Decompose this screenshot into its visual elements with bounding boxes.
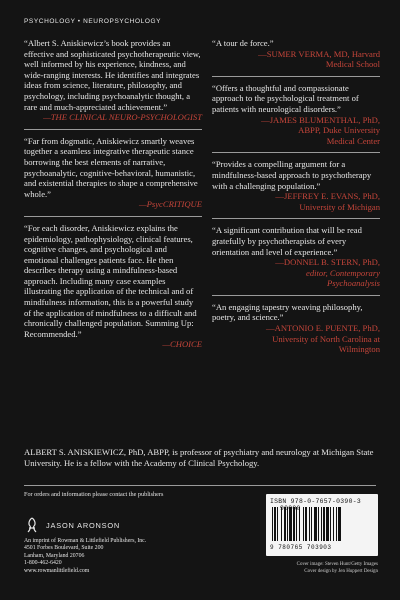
divider bbox=[24, 129, 202, 130]
blurb-text: “An engaging tapestry weaving philosophy, poetry, and science.” bbox=[212, 301, 363, 323]
blurb-neuropsychologist bbox=[24, 38, 202, 123]
divider bbox=[24, 485, 376, 486]
attribution-line: University of Michigan bbox=[299, 201, 380, 212]
attribution-line: Psychoanalysis bbox=[327, 278, 380, 289]
blurb-psyccritique bbox=[24, 136, 202, 210]
blurb-attribution: —THE CLINICAL NEURO-PSYCHOLOGIST bbox=[43, 112, 202, 123]
attribution-line: —DONNEL B. STERN, PhD, bbox=[275, 257, 380, 268]
blurb-text: “A tour de force.” bbox=[212, 38, 274, 48]
isbn-number: ISBN 978-0-7657-0390-3 bbox=[270, 498, 361, 505]
divider bbox=[212, 76, 380, 77]
attribution-line: editor, Contemporary bbox=[306, 267, 380, 278]
blurb-text: “For each disorder, Aniskiewicz explains the epidemiology, pathophysiology, clinical features, cognitive changes, and psychological and emotional challenges patients face. He then describes therapy using a mindfulness-based approach. Including many case examples illustrating the application of the technical and of mindfulness information, this is a powerful study of the application of mindfulness to a difficult and chronically challenged population. Summing Up: Recommended.” bbox=[24, 222, 197, 339]
blurb-text: “Albert S. Aniskiewicz’s book provides an effective and sophisticated psychotherapeutic view, well informed by his experience, kindness, and wide-ranging interests. He identifies and integrates ideas from science, literature, philosophy, and psychology, including psychoanalytic thought, a rare and much-appreciated achievement.” bbox=[24, 38, 201, 112]
attribution-line: —ANTONIO E. PUENTE, PhD, bbox=[266, 323, 380, 334]
blurb-text: “Provides a compelling argument for a mindfulness-based approach to psychotherapy with a challenging population.” bbox=[212, 159, 372, 191]
attribution-line: University of North Carolina at bbox=[272, 333, 380, 344]
barcode-digits: 9 780765 703903 bbox=[270, 544, 332, 551]
blurb-attribution bbox=[212, 49, 380, 70]
blurb-attribution: —PsycCRITIQUE bbox=[138, 199, 202, 210]
right-blurbs-column bbox=[212, 38, 380, 361]
author-bio: ALBERT S. ANISKIEWICZ, PhD, ABPP, is professor of psychiatry and neurology at Michigan State University. He is a fellow with the Academy of Clinical Psychology. bbox=[24, 447, 374, 468]
publisher-address bbox=[24, 538, 194, 575]
publisher-logo-icon bbox=[24, 517, 40, 533]
blurb-attribution bbox=[212, 115, 380, 147]
blurb-blumenthal bbox=[212, 83, 380, 147]
barcode-icon bbox=[270, 507, 374, 543]
address-line: Lanham, Maryland 20706 bbox=[24, 552, 85, 559]
credit-line: Cover design by Jen Huppert Design bbox=[304, 568, 378, 574]
blurb-text: “A significant contribution that will be read gratefully by psychotherapists of every orientation and level of experience.” bbox=[212, 225, 362, 257]
blurb-attribution bbox=[212, 191, 380, 212]
publisher-row bbox=[24, 517, 120, 533]
blurb-evans bbox=[212, 159, 380, 212]
isbn-barcode bbox=[266, 494, 378, 556]
category-label: PSYCHOLOGY • NEUROPSYCHOLOGY bbox=[24, 18, 162, 25]
divider bbox=[212, 218, 380, 219]
cover-credits bbox=[208, 562, 378, 575]
attribution-line: Wilmington bbox=[338, 344, 380, 355]
attribution-line: ABPP, Duke University bbox=[298, 125, 380, 136]
attribution-line: Medical School bbox=[325, 59, 380, 70]
address-line: An imprint of Rowman & Littlefield Publishers, Inc. bbox=[24, 538, 147, 544]
divider bbox=[212, 295, 380, 296]
attribution-line: —JEFFREY E. EVANS, PhD, bbox=[275, 191, 380, 202]
blurb-attribution bbox=[212, 323, 380, 355]
blurb-choice bbox=[24, 223, 202, 350]
address-line: 1-800-462-6420 bbox=[24, 560, 62, 567]
credit-line: Cover image: Steven Hunt/Getty Images bbox=[296, 562, 378, 567]
attribution-line: —SUMER VERMA, MD, Harvard bbox=[258, 48, 380, 59]
attribution-line: —JAMES BLUMENTHAL, PhD, bbox=[261, 114, 380, 125]
blurb-attribution bbox=[212, 257, 380, 289]
publisher-name: JASON ARONSON bbox=[46, 520, 121, 530]
divider bbox=[212, 152, 380, 153]
attribution-line: Medical Center bbox=[326, 135, 380, 146]
blurb-stern bbox=[212, 225, 380, 289]
blurb-attribution: —CHOICE bbox=[162, 339, 202, 350]
left-blurbs-column bbox=[24, 38, 202, 356]
orders-info: For orders and information please contact the publishers bbox=[24, 491, 164, 498]
blurb-verma bbox=[212, 38, 380, 70]
blurb-puente bbox=[212, 302, 380, 355]
address-line: 4501 Forbes Boulevard, Suite 200 bbox=[24, 545, 104, 552]
divider bbox=[24, 216, 202, 217]
blurb-text: “Far from dogmatic, Aniskiewicz smartly weaves together a seamless integrative therapeutic stance borrowing the best elements of narrative, psychoanalytic, cognitive-behavioral, humanistic, and existential therapies to shape a comprehensive whole.” bbox=[24, 135, 198, 199]
blurb-text: “Offers a thoughtful and compassionate approach to the psychological treatment of patients with neurological disorders.” bbox=[212, 82, 359, 114]
address-line: www.rowmanlittlefield.com bbox=[24, 567, 90, 574]
